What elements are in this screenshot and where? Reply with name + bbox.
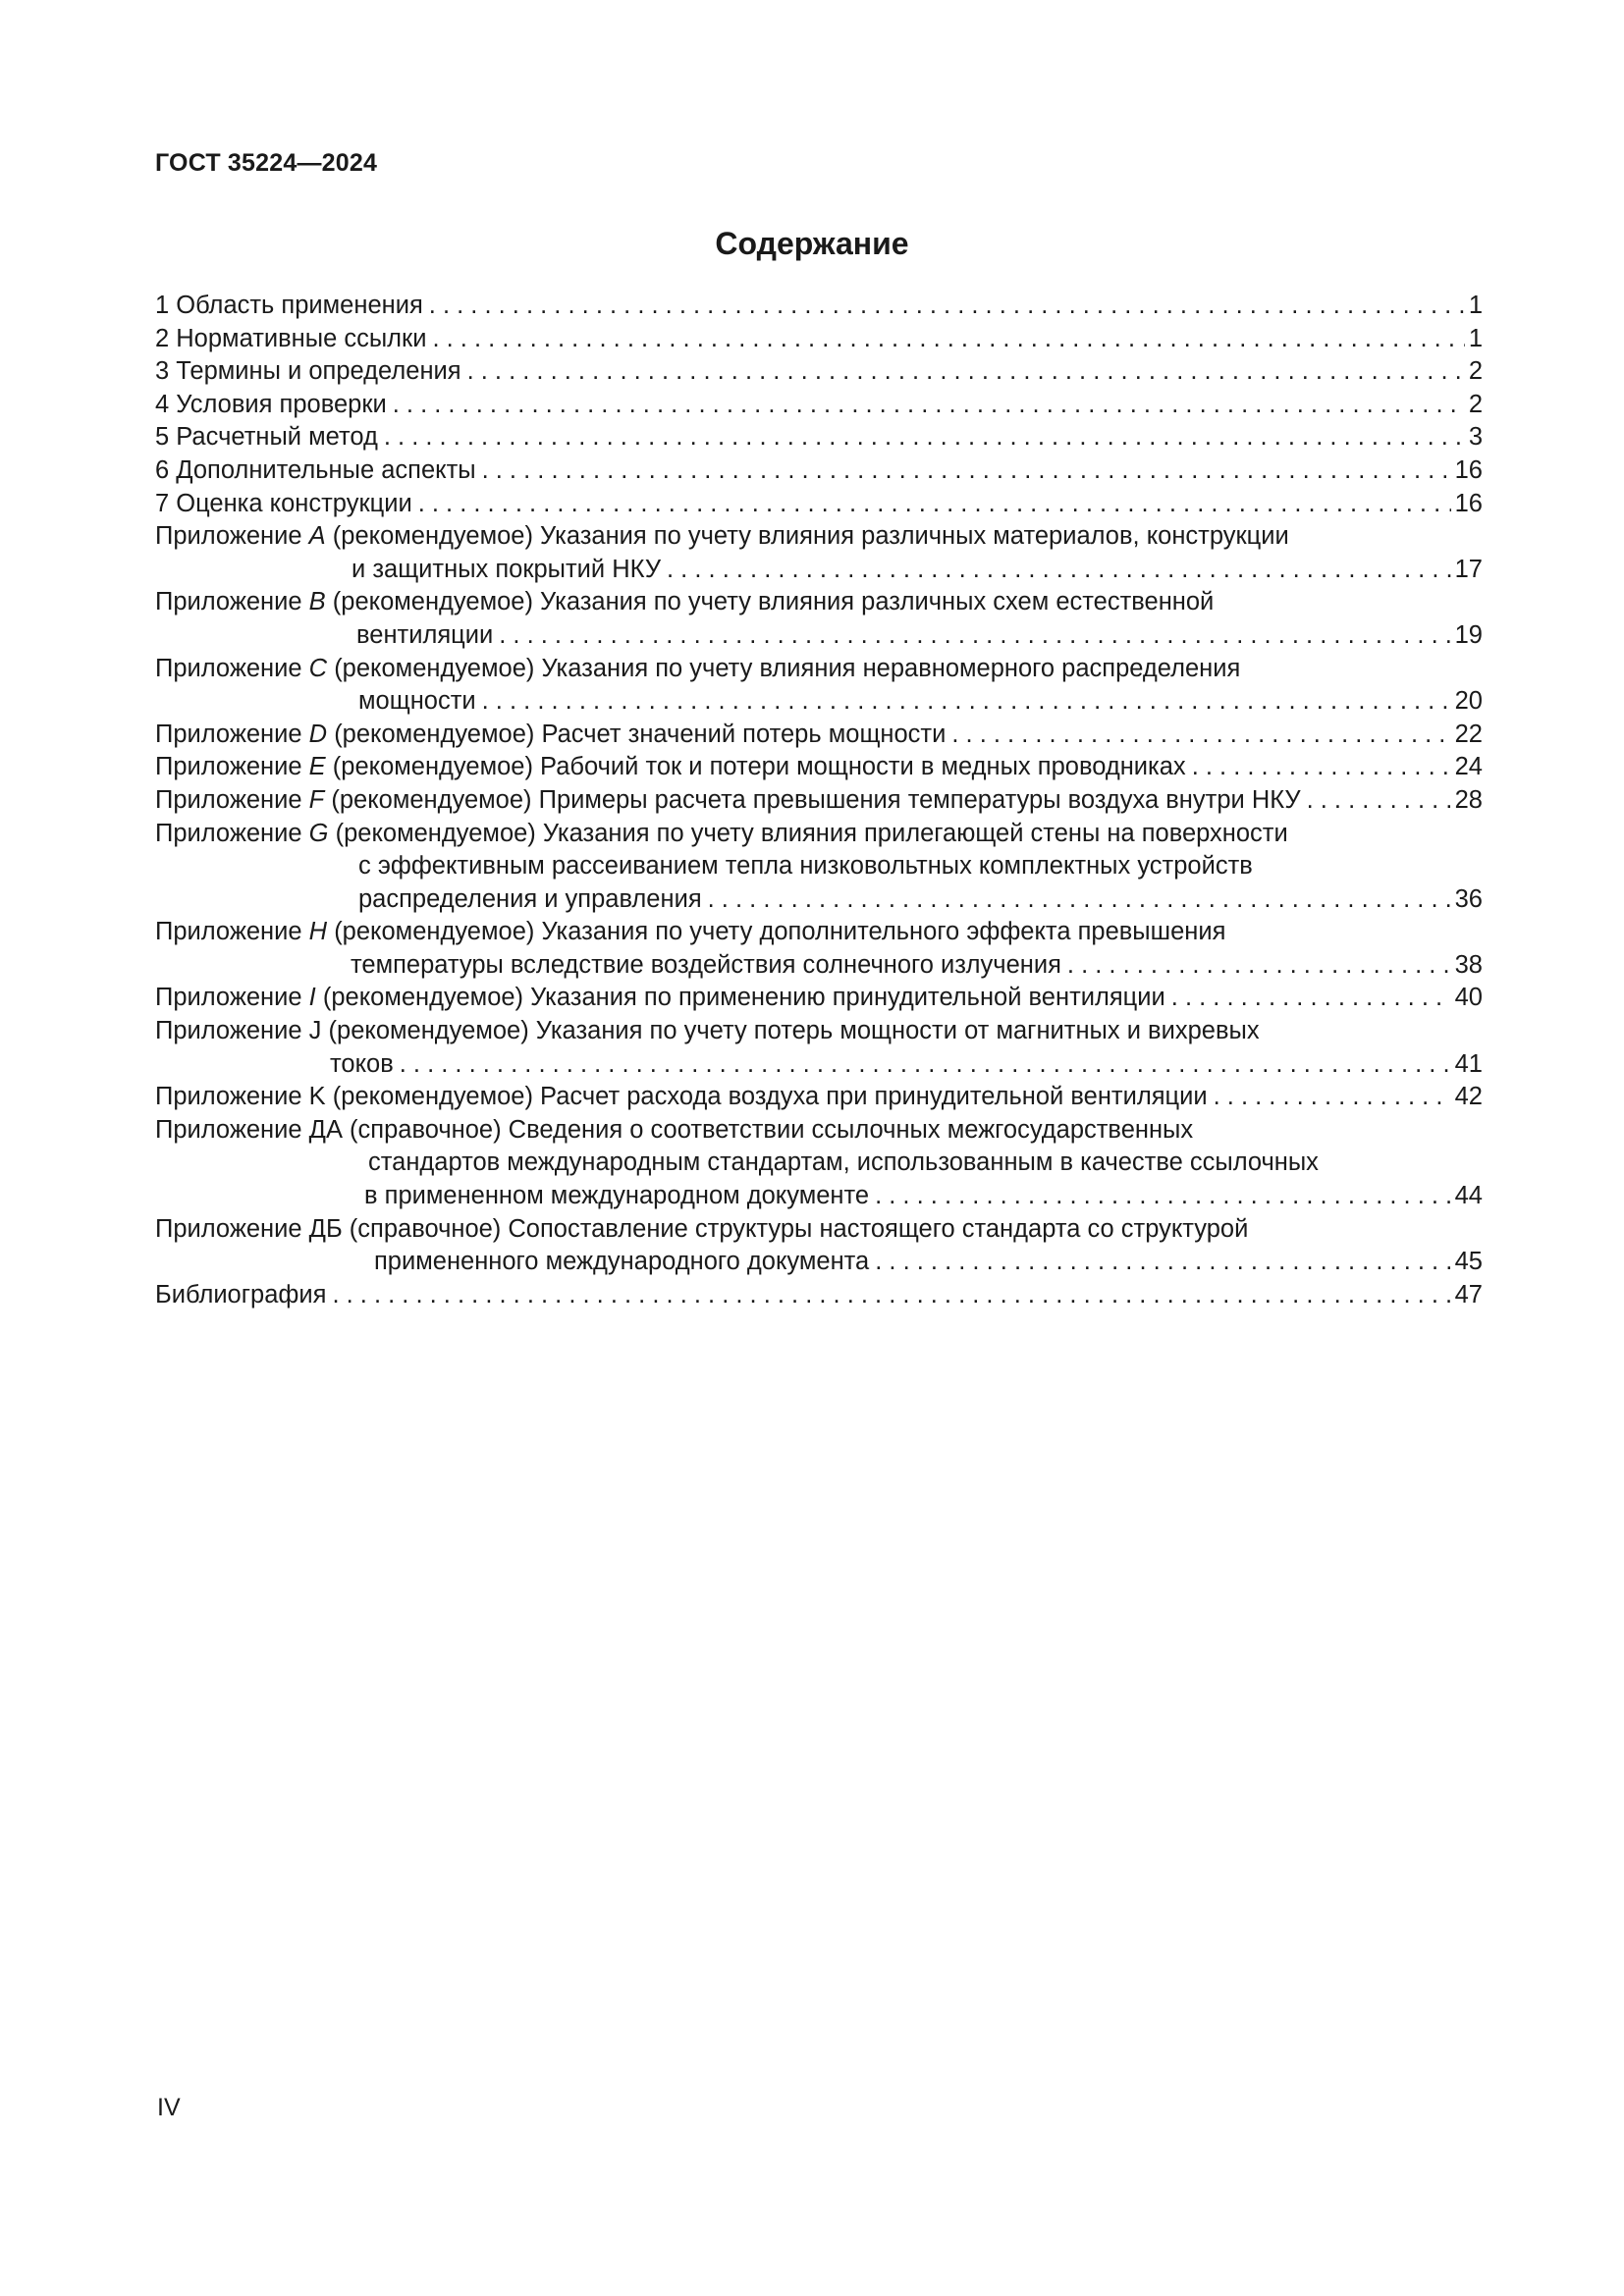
toc-page-number: 45 — [1454, 1248, 1483, 1276]
toc-entry[interactable] — [155, 290, 1483, 323]
toc-entry-continuation[interactable] — [155, 883, 1483, 917]
toc-entry-text: 4 Условия проверки — [155, 390, 387, 418]
toc-entry-appendix-c[interactable] — [155, 653, 1483, 686]
toc-entry-text: Приложение C (рекомендуемое) Указания по учету влияния неравномерного распределения — [155, 654, 1241, 682]
toc-page-number: 36 — [1454, 884, 1483, 913]
appendix-letter: E — [308, 753, 326, 781]
dot-leader — [1214, 1081, 1451, 1114]
toc-entry-text: Приложение E (рекомендуемое) Рабочий ток и потери мощности в медных проводниках — [155, 753, 1186, 781]
toc-entry-text: Приложение D (рекомендуемое) Расчет значений потерь мощности — [155, 720, 947, 748]
toc-entry-text: Приложение K (рекомендуемое) Расчет расхода воздуха при принудительной вентиляции — [155, 1083, 1208, 1111]
toc-entry-appendix-d[interactable] — [155, 719, 1483, 752]
document-id: ГОСТ 35224—2024 — [155, 149, 378, 177]
toc-entry-text: токов — [330, 1049, 394, 1078]
toc-entry-bibliography[interactable] — [155, 1279, 1483, 1312]
dot-leader — [875, 1246, 1450, 1279]
appendix-letter: K — [308, 1083, 326, 1111]
dot-leader — [332, 1279, 1450, 1312]
toc-entry-text: 1 Область применения — [155, 292, 423, 319]
dot-leader — [393, 389, 1465, 422]
dot-leader — [708, 883, 1451, 917]
toc-entry-continuation[interactable] — [155, 1048, 1483, 1082]
appendix-letter: H — [308, 918, 328, 946]
toc-title: Содержание — [715, 226, 909, 261]
appendix-letter: A — [308, 522, 326, 551]
toc-page-number: 22 — [1454, 720, 1483, 748]
toc-page-number: 40 — [1454, 984, 1483, 1012]
toc-entry-appendix-j[interactable] — [155, 1015, 1483, 1048]
toc-entry-text: Приложение H (рекомендуемое) Указания по учету дополнительного эффекта превышения — [155, 918, 1226, 946]
toc-entry[interactable] — [155, 355, 1483, 389]
dot-leader — [875, 1180, 1451, 1213]
dot-leader — [482, 454, 1451, 488]
appendix-letter: ДА — [308, 1115, 343, 1144]
page-number: IV — [157, 2094, 181, 2121]
toc-page-number: 19 — [1454, 620, 1483, 649]
appendix-letter: G — [308, 819, 329, 847]
toc-entry-continuation[interactable] — [155, 1246, 1483, 1279]
toc-page-number: 16 — [1454, 455, 1483, 484]
dot-leader — [482, 685, 1451, 719]
toc-page-number: 16 — [1454, 489, 1483, 517]
appendix-letter: ДБ — [308, 1214, 343, 1243]
toc-entry-text: 2 Нормативные ссылки — [155, 324, 427, 352]
toc-entry-text: мощности — [358, 687, 476, 716]
dot-leader — [400, 1048, 1451, 1082]
dot-leader — [1067, 949, 1451, 983]
toc-page-number: 3 — [1468, 423, 1483, 452]
toc-page-number: 1 — [1468, 324, 1483, 352]
dot-leader — [499, 619, 1450, 653]
toc-entry-continuation[interactable] — [155, 949, 1483, 983]
toc-entry[interactable] — [155, 454, 1483, 488]
toc-entry-appendix-da[interactable] — [155, 1114, 1483, 1148]
dot-leader — [1171, 982, 1451, 1015]
toc-entry-text: распределения и управления — [358, 884, 702, 913]
toc-entry-text: Приложение J (рекомендуемое) Указания по учету потерь мощности от магнитных и вихревых — [155, 1017, 1260, 1045]
toc-entry-text: Приложение ДБ (справочное) Сопоставление структуры настоящего стандарта со структурой — [155, 1214, 1249, 1243]
toc-page-number: 47 — [1454, 1280, 1483, 1308]
toc-entry-text: 7 Оценка конструкции — [155, 489, 412, 517]
toc-page-number: 38 — [1454, 950, 1483, 979]
appendix-letter: I — [308, 984, 316, 1012]
toc-entry-appendix-db[interactable] — [155, 1213, 1483, 1247]
toc-entry-text: в примененном международном документе — [364, 1182, 870, 1210]
dot-leader — [429, 290, 1465, 323]
toc-entry-text: с эффективным рассеиванием тепла низковольтных комплектных устройств — [358, 852, 1253, 881]
dot-leader — [951, 719, 1450, 752]
dot-leader — [1192, 751, 1451, 784]
toc-entry[interactable] — [155, 323, 1483, 356]
toc-entry[interactable] — [155, 421, 1483, 454]
dot-leader — [418, 488, 1451, 521]
toc-entry-appendix-i[interactable] — [155, 982, 1483, 1015]
toc-entry-text: Библиография — [155, 1280, 327, 1308]
toc-page-number: 42 — [1454, 1083, 1483, 1111]
toc-entry-text: и защитных покрытий НКУ — [352, 555, 662, 583]
toc-page-number: 2 — [1468, 357, 1483, 386]
toc-page-number: 41 — [1454, 1049, 1483, 1078]
toc-entry-appendix-h[interactable] — [155, 916, 1483, 949]
toc-entry[interactable] — [155, 389, 1483, 422]
toc-entry-continuation[interactable] — [155, 1147, 1483, 1180]
toc-page-number: 2 — [1468, 390, 1483, 418]
toc-entry-text: 3 Термины и определения — [155, 357, 461, 386]
toc-entry-continuation[interactable] — [155, 554, 1483, 587]
toc-entry-appendix-k[interactable] — [155, 1081, 1483, 1114]
toc-entry-text: Приложение A (рекомендуемое) Указания по учету влияния различных материалов, конструкции — [155, 522, 1289, 551]
toc-entry-text: Приложение F (рекомендуемое) Примеры расчета превышения температуры воздуха внутри НКУ — [155, 785, 1301, 814]
dot-leader — [1307, 784, 1451, 818]
dot-leader — [667, 554, 1451, 587]
toc-page-number: 28 — [1454, 785, 1483, 814]
toc-entry-continuation[interactable] — [155, 1180, 1483, 1213]
toc-entry-appendix-a[interactable] — [155, 520, 1483, 554]
appendix-letter: C — [308, 654, 328, 682]
table-of-contents — [155, 290, 1483, 1311]
toc-entry-continuation[interactable] — [155, 685, 1483, 719]
toc-entry[interactable] — [155, 488, 1483, 521]
toc-page-number: 1 — [1468, 292, 1483, 319]
toc-page-number: 17 — [1454, 555, 1483, 583]
appendix-letter: J — [308, 1017, 322, 1045]
toc-entry-appendix-e[interactable] — [155, 751, 1483, 784]
toc-entry-text: температуры вследствие воздействия солнечного излучения — [351, 950, 1061, 979]
toc-entry-text: Приложение ДА (справочное) Сведения о соответствии ссылочных межгосударственных — [155, 1115, 1194, 1144]
toc-entry-continuation[interactable] — [155, 619, 1483, 653]
toc-page-number: 24 — [1454, 753, 1483, 781]
dot-leader — [384, 421, 1465, 454]
toc-entry-text: примененного международного документа — [374, 1248, 870, 1276]
appendix-letter: D — [308, 720, 328, 748]
toc-entry-text: вентиляции — [356, 620, 494, 649]
toc-entry-continuation[interactable] — [155, 850, 1483, 883]
dot-leader — [432, 323, 1464, 356]
toc-entry-text: Приложение I (рекомендуемое) Указания по применению принудительной вентиляции — [155, 984, 1165, 1012]
toc-page-number: 20 — [1454, 687, 1483, 716]
appendix-letter: F — [308, 785, 325, 814]
dot-leader — [467, 355, 1465, 389]
toc-entry-text: 5 Расчетный метод — [155, 423, 378, 452]
toc-entry-appendix-g[interactable] — [155, 818, 1483, 851]
toc-entry-text: Приложение B (рекомендуемое) Указания по учету влияния различных схем естественной — [155, 588, 1215, 616]
appendix-letter: B — [308, 588, 326, 616]
toc-page-number: 44 — [1454, 1182, 1483, 1210]
toc-entry-text: стандартов международным стандартам, использованным в качестве ссылочных — [368, 1148, 1319, 1177]
toc-entry-appendix-f[interactable] — [155, 784, 1483, 818]
toc-entry-appendix-b[interactable] — [155, 586, 1483, 619]
toc-entry-text: 6 Дополнительные аспекты — [155, 455, 476, 484]
toc-entry-text: Приложение G (рекомендуемое) Указания по учету влияния прилегающей стены на поверхности — [155, 819, 1288, 847]
